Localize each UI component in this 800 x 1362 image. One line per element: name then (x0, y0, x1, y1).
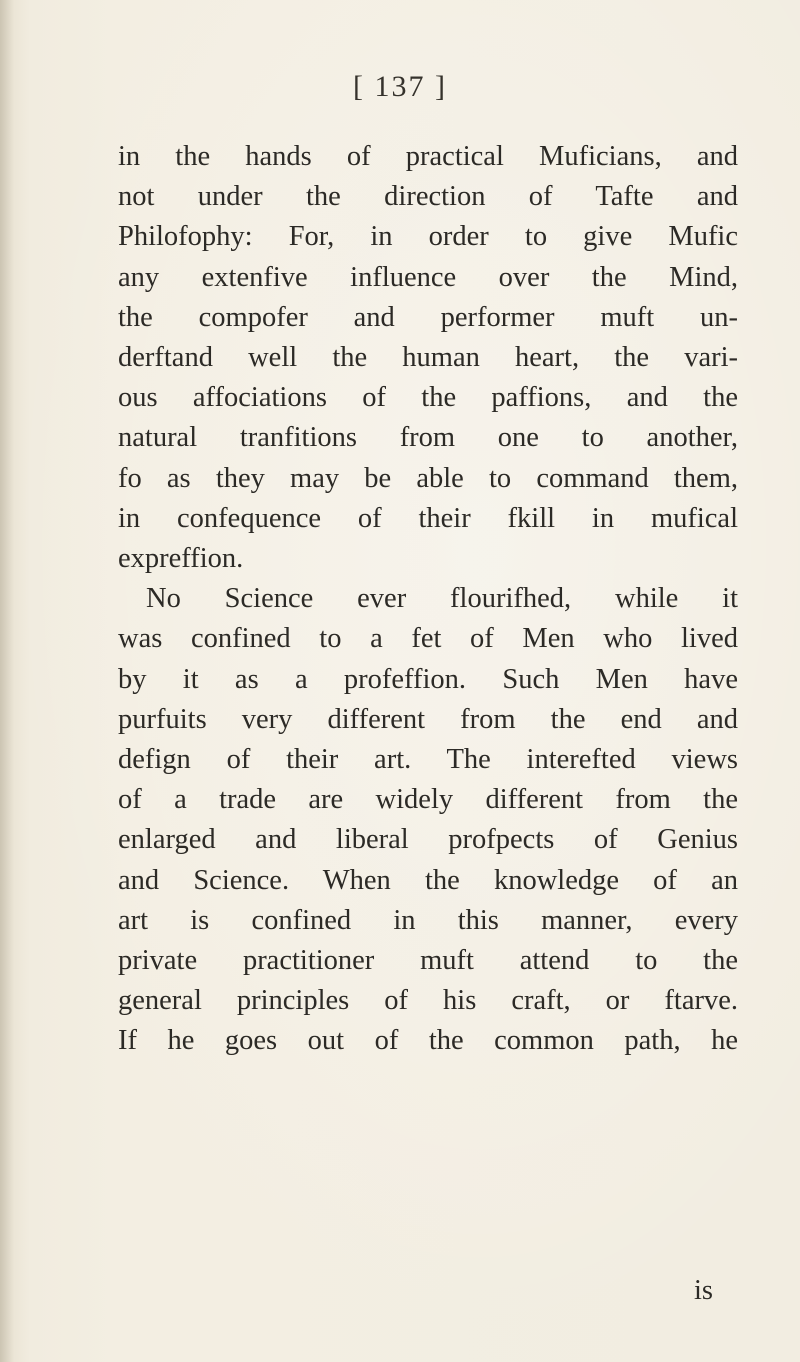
text-line: art is confined in this manner, every (118, 904, 738, 936)
text-line: expreffion. (118, 543, 244, 575)
text-line: general principles of his craft, or ftarve. (118, 985, 738, 1017)
catchword: is (694, 1275, 714, 1306)
binding-shadow (0, 0, 14, 1362)
text-line: of a trade are widely different from the (118, 784, 738, 816)
text-line: If he goes out of the common path, he (118, 1025, 738, 1057)
text-line: fo as they may be able to command them, (118, 462, 738, 494)
text-line: ous affociations of the paffions, and the (118, 382, 738, 414)
text-line: defign of their art. The interefted views (118, 744, 738, 776)
text-line: derftand well the human heart, the vari- (118, 342, 738, 374)
text-line: not under the direction of Tafte and (118, 181, 738, 213)
page-number-header: [ 137 ] (353, 70, 447, 103)
text-line: enlarged and liberal profpects of Genius (118, 824, 738, 856)
text-line: No Science ever flourifhed, while it (146, 583, 738, 615)
text-line: the compofer and performer muft un- (118, 301, 738, 333)
text-line: by it as a profeffion. Such Men have (118, 663, 738, 695)
text-line: in the hands of practical Muficians, and (118, 141, 738, 172)
text-line: any extenfive influence over the Mind, (118, 261, 738, 293)
text-line: Philofophy: For, in order to give Mufic (118, 221, 738, 253)
text-line: natural tranfitions from one to another, (118, 422, 738, 454)
text-line: purfuits very different from the end and (118, 703, 738, 735)
body-text (118, 137, 738, 1062)
text-line: was confined to a fet of Men who lived (118, 623, 738, 655)
text-line: private practitioner muft attend to the (118, 945, 738, 977)
text-line: in confequence of their fkill in mufical (118, 502, 738, 534)
text-line: and Science. When the knowledge of an (118, 864, 738, 896)
